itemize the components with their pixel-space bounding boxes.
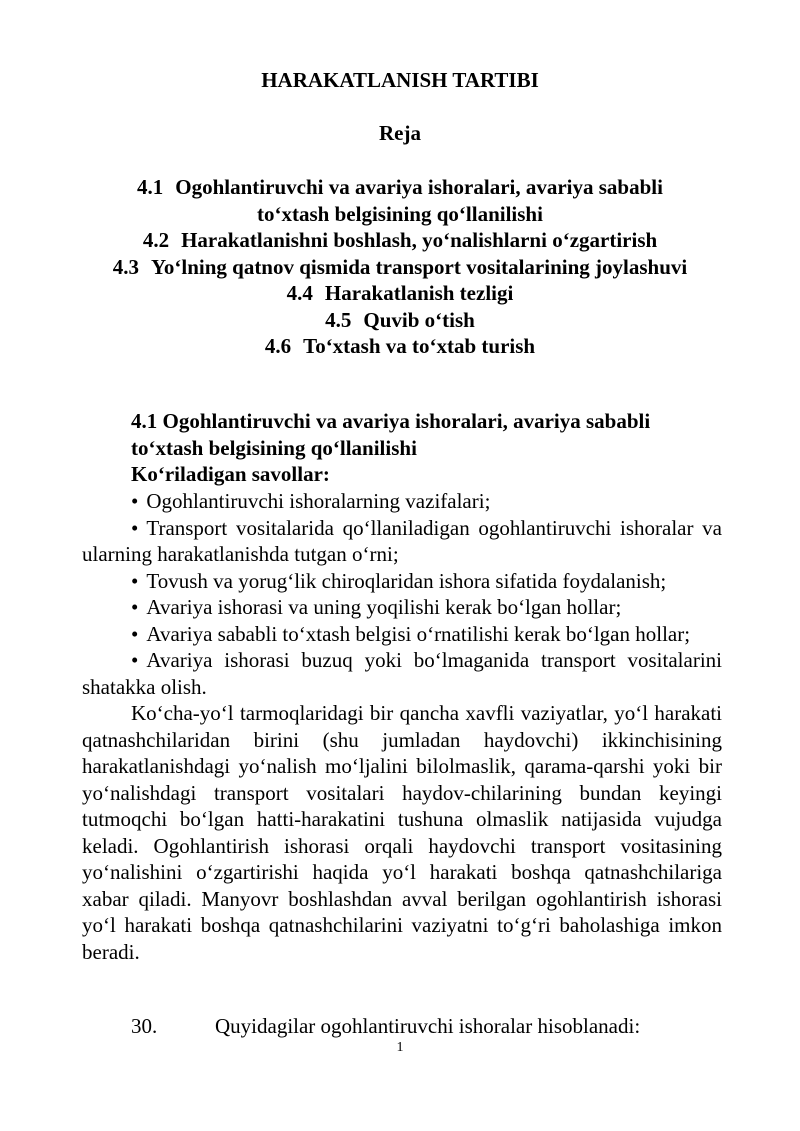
- toc-number: 4.1: [137, 175, 164, 199]
- page-number: 1: [396, 1040, 404, 1055]
- body-text: [82, 488, 722, 965]
- toc-item-4-3: [100, 254, 700, 281]
- toc-text: Ogohlantiruvchi va avariya ishoralari, avariya sababli to‘xtash belgisining qo‘llanilishi: [175, 175, 663, 226]
- bullet-text: Tovush va yorug‘lik chiroqlaridan ishora sifatida foydalanish;: [146, 568, 667, 593]
- bullet-item: [82, 621, 722, 648]
- toc-number: 4.2: [142, 228, 170, 252]
- toc-item-4-6: [100, 333, 700, 360]
- toc-number: 4.6: [264, 334, 292, 358]
- toc-text: To‘xtash va to‘xtab turish: [303, 334, 536, 358]
- bullet-icon: •: [131, 515, 139, 540]
- bullet-icon: •: [131, 648, 139, 672]
- bullet-icon: •: [131, 489, 139, 513]
- item-number: 30.: [131, 1014, 158, 1038]
- bullet-item: [82, 647, 722, 700]
- bullet-text: Avariya ishorasi va uning yoqilishi kerak bo‘lgan hollar;: [146, 595, 622, 619]
- item-text: Quyidagilar ogohlantiruvchi ishoralar hisoblanadi:: [215, 1014, 641, 1038]
- numbered-item-30: [131, 1014, 640, 1039]
- bullet-text: Transport vositalarida qo‘llaniladigan ogohlantiruvchi ishoralar va ularning harakatlanishda tutgan o‘rni;: [82, 515, 722, 566]
- bullet-text: Ogohlantiruvchi ishoralarning vazifalari;: [146, 489, 491, 513]
- bullet-item: [82, 515, 722, 568]
- bullet-item: [82, 568, 722, 595]
- bullet-text: Avariya sababli to‘xtash belgisi o‘rnatilishi kerak bo‘lgan hollar;: [146, 621, 691, 646]
- bullet-text: Avariya ishorasi buzuq yoki bo‘lmaganida transport vositalarini shatakka olish.: [82, 648, 722, 699]
- toc-number: 4.3: [112, 254, 140, 279]
- plan-heading: Reja: [379, 121, 421, 145]
- table-of-contents: [100, 174, 700, 360]
- bullet-item: [82, 594, 722, 621]
- toc-item-4-2: [100, 227, 700, 254]
- toc-item-4-1: [100, 174, 700, 227]
- toc-text: Harakatlanish tezligi: [324, 281, 514, 305]
- toc-item-4-4: [100, 280, 700, 307]
- body-paragraph: Ko‘cha-yo‘l tarmoqlaridagi bir qancha xavfli vaziyatlar, yo‘l harakati qatnashchilaridan birini (shu jumladan haydovchi) ikkinchisining harakatlanishdagi yo‘nalish mo‘ljalini bilolmaslik, qarama-qarshi yoki bir yo‘nalishdagi transport vositalari haydov-chilarining bundan keyingi tutmoqchi bo‘lgan hatti-harakatini tushuna olmaslik natijasida vujudga keladi. Ogohlantirish ishorasi orqali haydovchi transport vositasining yo‘nalishini o‘zgartirishi haqida yo‘l harakati boshqa qatnashchilariga xabar qiladi. Manyovr boshlashdan avval berilgan ogohlantirish ishorasi yo‘l harakati boshqa qatnashchilarini vaziyatni to‘g‘ri baholashiga imkon beradi.: [82, 701, 722, 964]
- questions-label: Ko‘riladigan savollar:: [131, 462, 330, 486]
- toc-item-4-5: [100, 307, 700, 334]
- toc-number: 4.4: [286, 281, 313, 305]
- bullet-item: [82, 488, 722, 515]
- bullet-icon: •: [131, 568, 139, 593]
- bullet-icon: •: [131, 621, 139, 646]
- bullet-icon: •: [131, 595, 139, 619]
- toc-text: Yo‘lning qatnov qismida transport vositalarining joylashuvi: [151, 254, 688, 279]
- section-heading: 4.1 Ogohlantiruvchi va avariya ishoralari, avariya sababli to‘xtash belgisining qo‘llanilishi: [131, 409, 651, 460]
- toc-text: Harakatlanishni boshlash, yo‘nalishlarni o‘zgartirish: [181, 228, 658, 252]
- toc-number: 4.5: [325, 307, 352, 332]
- document-title: HARAKATLANISH TARTIBI: [261, 68, 539, 92]
- toc-text: Quvib o‘tish: [363, 307, 475, 332]
